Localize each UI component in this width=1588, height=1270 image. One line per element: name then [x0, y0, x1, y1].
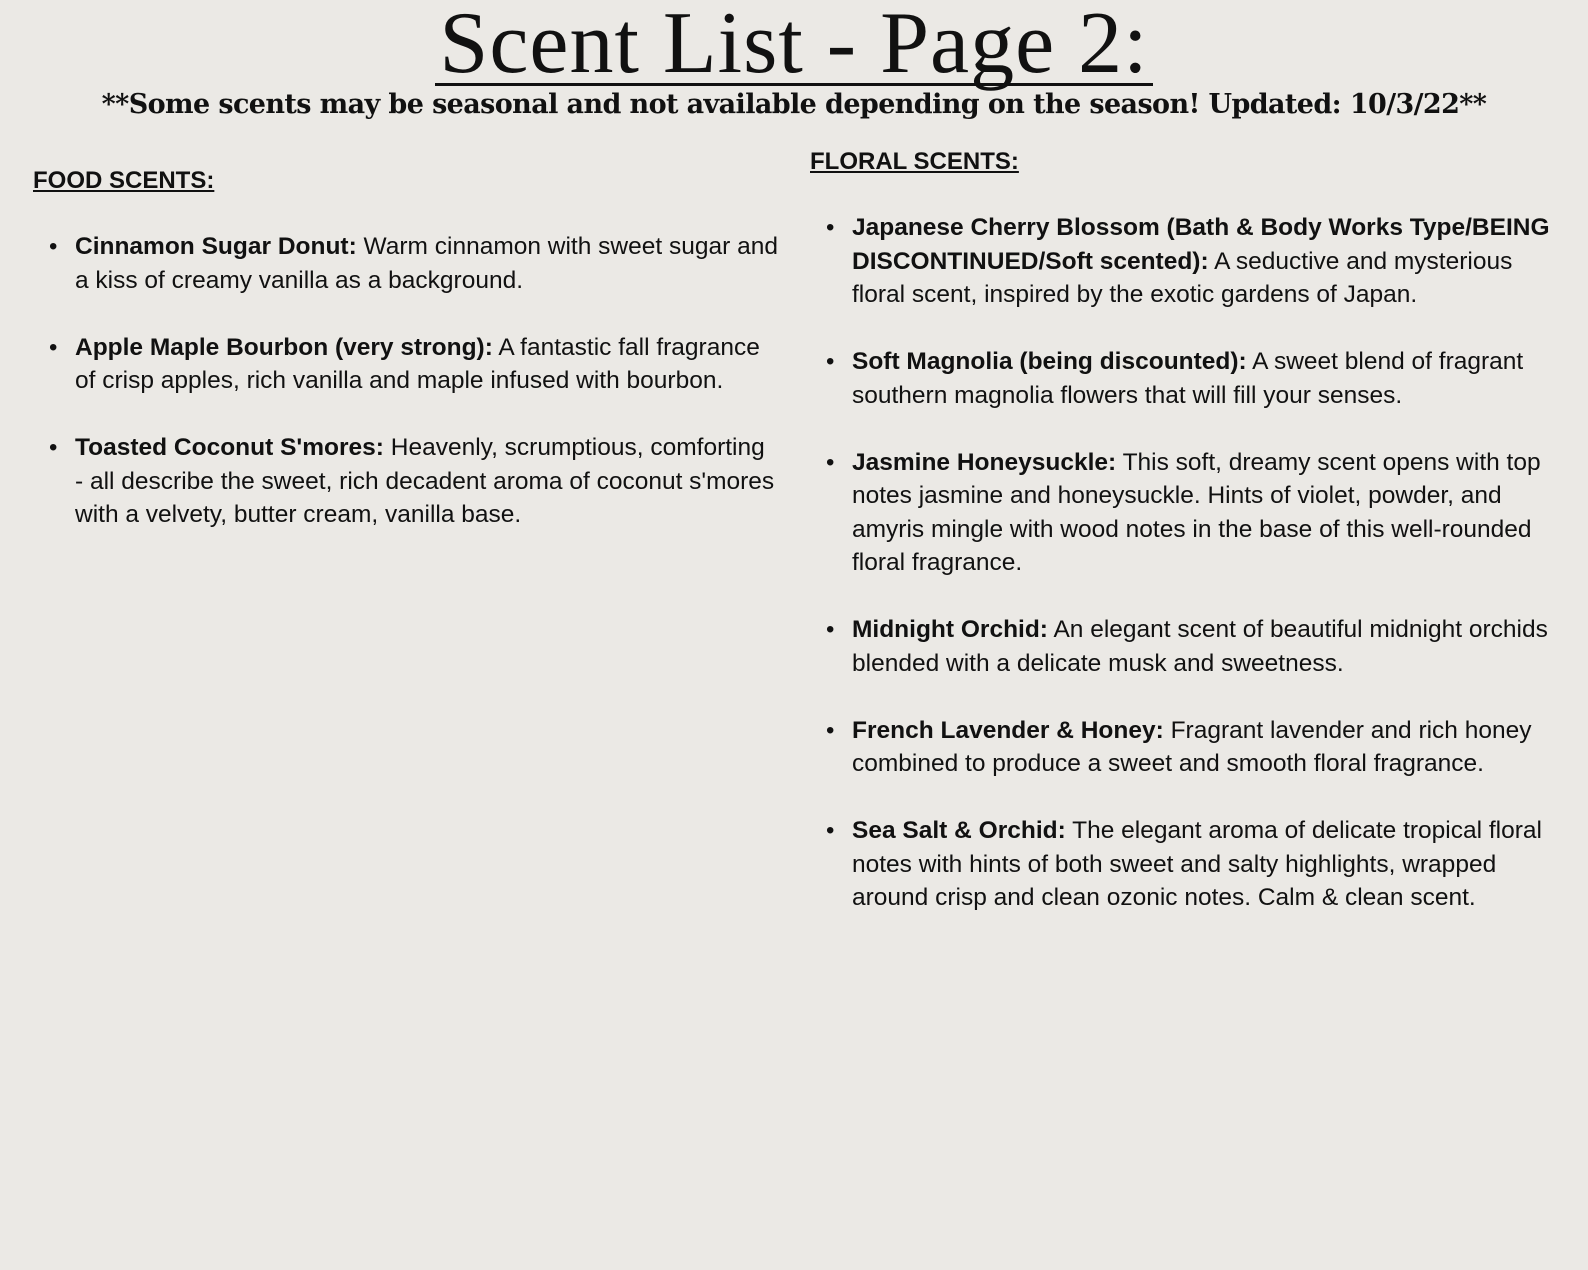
page-title	[0, 0, 1588, 92]
seasonal-notice: **Some scents may be seasonal and not available depending on the season! Updated: 10/3/22**	[101, 89, 1487, 120]
list-item	[33, 431, 778, 532]
scent-name: French Lavender & Honey:	[852, 716, 1164, 744]
bullet-icon: •	[826, 616, 835, 643]
floral-scents-section	[810, 147, 1555, 948]
list-item	[810, 714, 1555, 781]
scent-name: Japanese Cherry Blossom (Bath & Body Works Type/BEING DISCONTINUED/Soft scented):	[852, 214, 1550, 275]
floral-scents-heading: FLORAL SCENTS:	[810, 148, 1019, 175]
bullet-icon: •	[826, 716, 835, 744]
scent-description: This soft, dreamy scent opens with top notes jasmine and honeysuckle. Hints of violet, powder, and amyris mingle with wood notes in the base of this well-rounded floral fragrance.	[852, 448, 1541, 576]
scent-name: Toasted Coconut S'mores:	[75, 434, 384, 461]
scent-name: Soft Magnolia (being discounted):	[852, 348, 1247, 375]
list-item	[810, 345, 1555, 412]
list-item	[33, 331, 778, 398]
floral-scents-list	[810, 211, 1555, 915]
scent-description: A seductive and mysterious floral scent, inspired by the exotic gardens of Japan.	[852, 247, 1513, 308]
scent-name: Jasmine Honeysuckle:	[852, 448, 1117, 476]
scent-description: A sweet blend of fragrant southern magnolia flowers that will fill your senses.	[852, 348, 1524, 409]
scent-description: An elegant scent of beautiful midnight orchids blended with a delicate musk and sweetness.	[852, 616, 1548, 677]
scent-name: Midnight Orchid:	[852, 616, 1048, 643]
scent-description: The elegant aroma of delicate tropical floral notes with hints of both sweet and salty highlights, wrapped around crisp and clean ozonic notes. Calm & clean scent.	[852, 817, 1542, 911]
bullet-icon: •	[826, 448, 835, 476]
scent-description: Fragrant lavender and rich honey combined to produce a sweet and smooth floral fragrance.	[852, 716, 1532, 777]
food-scents-list	[33, 230, 778, 532]
bullet-icon: •	[826, 817, 835, 844]
scent-description: Heavenly, scrumptious, comforting - all describe the sweet, rich decadent aroma of coconut s'mores with a velvety, butter cream, vanilla base.	[75, 434, 775, 528]
scent-name: Cinnamon Sugar Donut:	[75, 233, 357, 260]
list-item	[810, 613, 1555, 680]
food-scents-section	[33, 166, 778, 565]
list-item	[810, 446, 1555, 580]
list-item	[810, 814, 1555, 915]
bullet-icon: •	[826, 214, 835, 241]
food-scents-heading: FOOD SCENTS:	[33, 167, 215, 194]
list-item	[33, 230, 778, 297]
scent-name: Sea Salt & Orchid:	[852, 817, 1066, 844]
scent-name: Apple Maple Bourbon (very strong):	[75, 333, 493, 361]
list-item	[810, 211, 1555, 312]
bullet-icon: •	[826, 348, 835, 375]
bullet-icon: •	[49, 233, 58, 260]
page-title-text: Scent List - Page 2:	[435, 5, 1152, 86]
bullet-icon: •	[49, 333, 58, 361]
scent-description: Warm cinnamon with sweet sugar and a kiss of creamy vanilla as a background.	[75, 233, 778, 294]
scent-description: A fantastic fall fragrance of crisp apples, rich vanilla and maple infused with bourbon.	[75, 333, 760, 394]
bullet-icon: •	[49, 434, 58, 461]
